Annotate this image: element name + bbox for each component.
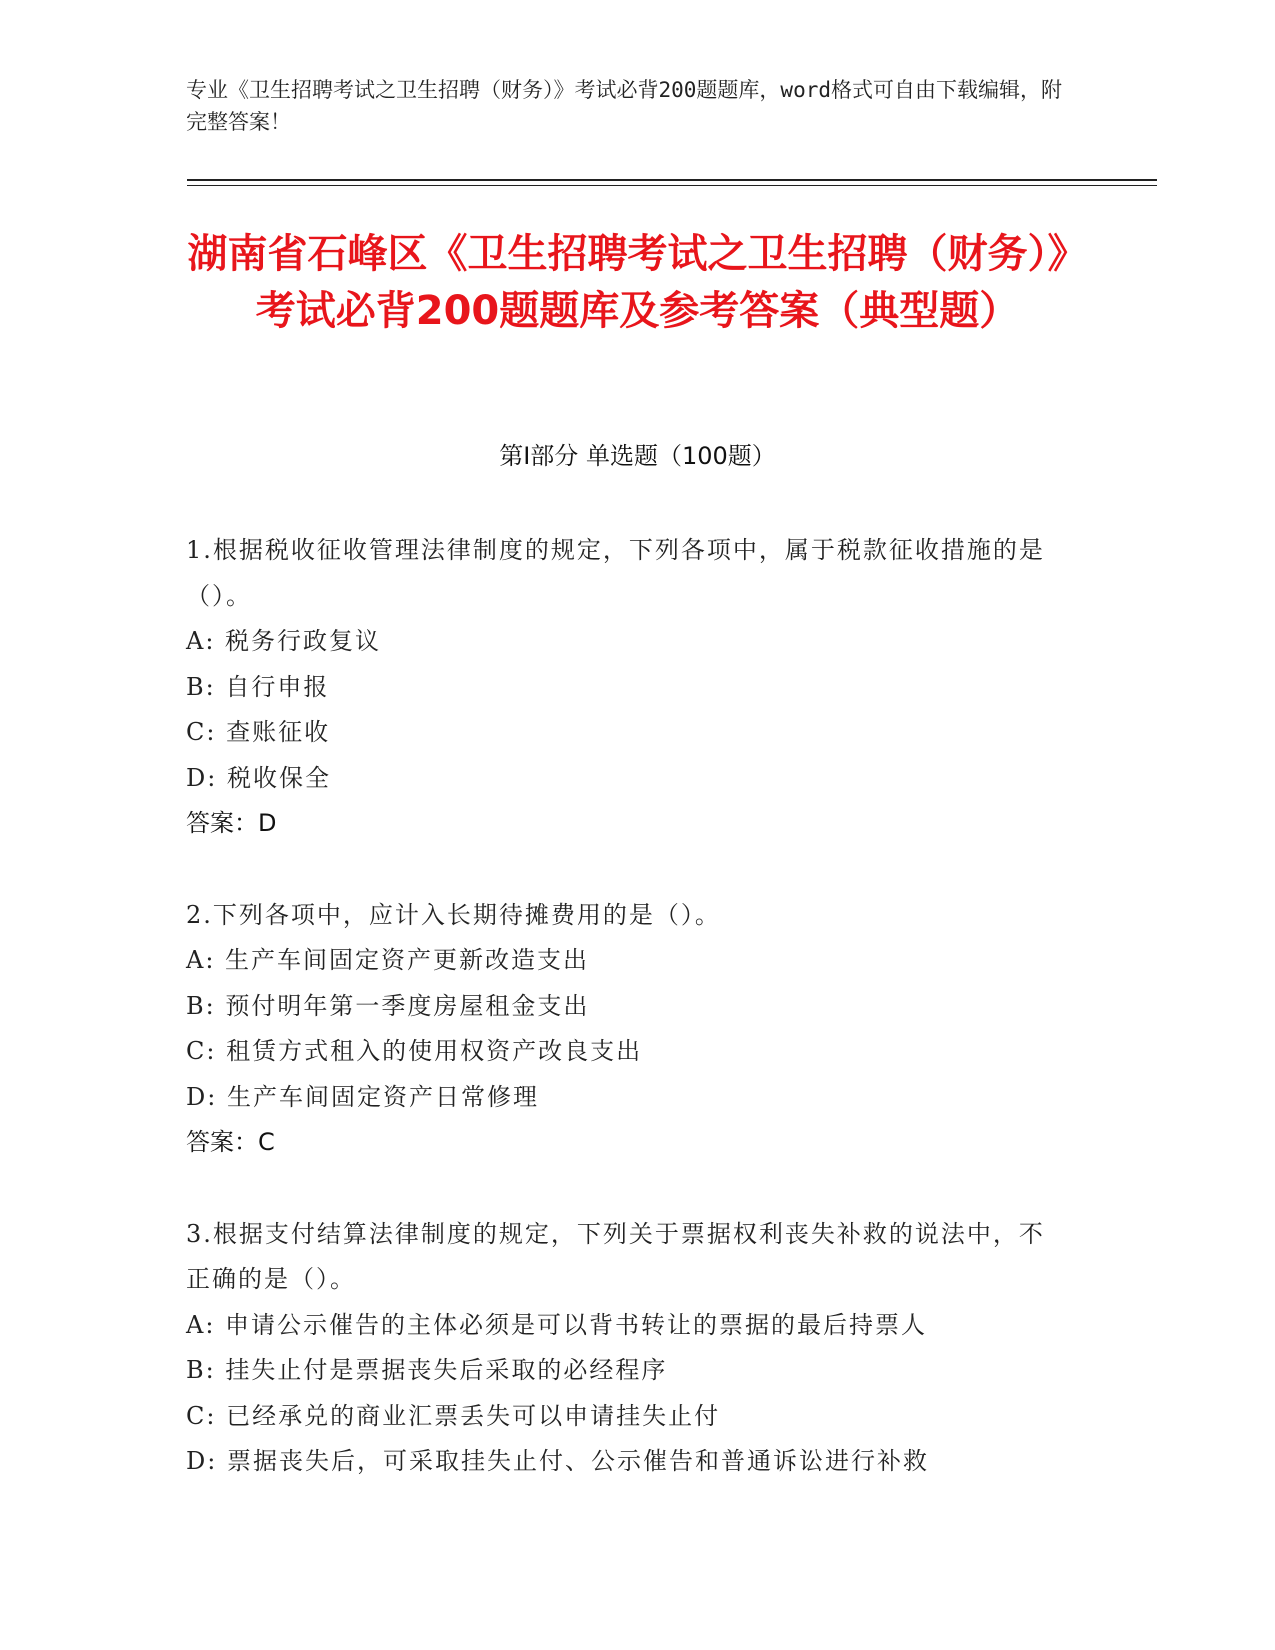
option-b: B: 预付明年第一季度房屋租金支出 <box>186 991 590 1020</box>
option-c: C: 租赁方式租入的使用权资产改良支出 <box>186 1037 643 1065</box>
option-a: A: 税务行政复议 <box>186 627 382 655</box>
option-c: C: 查账征收 <box>186 718 331 746</box>
section-heading: 第Ⅰ部分 单选题（100题） <box>499 442 776 470</box>
question-3 <box>186 1212 1066 1485</box>
option-d: D: 税收保全 <box>186 763 331 792</box>
option-c: C: 已经承兑的商业汇票丢失可以申请挂失止付 <box>186 1401 721 1430</box>
option-b: B: 挂失止付是票据丧失后采取的必经程序 <box>186 1356 668 1384</box>
question-2 <box>186 893 1066 1166</box>
option-a: A: 申请公示催告的主体必须是可以背书转让的票据的最后持票人 <box>186 1310 928 1339</box>
question-list <box>186 528 1066 1531</box>
header-note: 专业《卫生招聘考试之卫生招聘（财务）》考试必背200题题库，word格式可自由下载编辑，附完整答案！ <box>186 78 1062 134</box>
question-stem: 1.根据税收征收管理法律制度的规定，下列各项中，属于税款征收措施的是（）。 <box>186 536 1045 610</box>
option-b: B: 自行申报 <box>186 672 330 701</box>
question-stem: 3.根据支付结算法律制度的规定，下列关于票据权利丧失补救的说法中，不正确的是（）。 <box>186 1219 1045 1293</box>
question-stem: 2.下列各项中，应计入长期待摊费用的是（）。 <box>186 900 721 929</box>
answer: 答案：C <box>186 1128 275 1156</box>
header-rule-thick <box>187 179 1157 181</box>
document-title: 湖南省石峰区《卫生招聘考试之卫生招聘（财务）》考试必背200题题库及参考答案（典型题） <box>187 231 1088 334</box>
header-rule-thin <box>187 185 1157 186</box>
question-1 <box>186 528 1066 847</box>
answer: 答案：D <box>186 809 277 837</box>
option-a: A: 生产车间固定资产更新改造支出 <box>186 946 590 974</box>
option-d: D: 生产车间固定资产日常修理 <box>186 1082 539 1111</box>
option-d: D: 票据丧失后，可采取挂失止付、公示催告和普通诉讼进行补救 <box>186 1447 929 1475</box>
